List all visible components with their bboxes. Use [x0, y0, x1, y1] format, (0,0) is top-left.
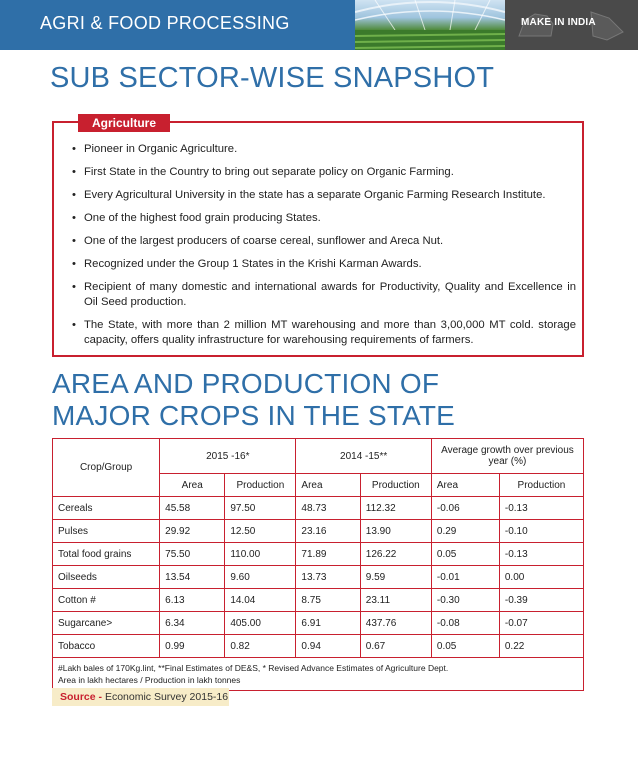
table-cell: 0.05	[431, 543, 499, 566]
table-row	[53, 543, 584, 566]
agriculture-bullet-list	[72, 142, 576, 356]
table-cell: 0.67	[360, 635, 431, 658]
table-cell: 6.34	[160, 612, 225, 635]
table-cell: 23.16	[296, 520, 360, 543]
table-cell: 110.00	[225, 543, 296, 566]
table-cell: 0.94	[296, 635, 360, 658]
table-cell: 0.22	[499, 635, 583, 658]
table-cell: 13.73	[296, 566, 360, 589]
crops-table-container	[52, 438, 584, 691]
greenhouse-image	[355, 0, 505, 50]
source-text: Economic Survey 2015-16	[104, 691, 229, 703]
subheader-area: Area	[160, 474, 225, 497]
table-cell: 23.11	[360, 589, 431, 612]
bullet-item: • Recipient of many domestic and international awards for Productivity, Quality and Excellence in Oil Seed production.	[72, 280, 576, 310]
table-cell: -0.10	[499, 520, 583, 543]
bullet-item: • The State, with more than 2 million MT warehousing and more than 3,00,000 MT cold. storage capacity, offers quality infrastructure for warehousing requirements of farmers.	[72, 318, 576, 348]
bullet-item: • First State in the Country to bring out separate policy on Organic Farming.	[72, 165, 576, 180]
bullet-item: • Every Agricultural University in the state has a separate Organic Farming Research Institute.	[72, 188, 576, 203]
table-cell: 112.32	[360, 497, 431, 520]
table-note	[53, 658, 584, 691]
table-note-row	[53, 658, 584, 691]
subheader-production: Production	[360, 474, 431, 497]
header-2015-16: 2015 -16*	[160, 439, 296, 474]
bullet-item: • One of the largest producers of coarse cereal, sunflower and Areca Nut.	[72, 234, 576, 249]
table-header-row	[53, 439, 584, 474]
table-row	[53, 497, 584, 520]
table-cell: Sugarcane>	[53, 612, 160, 635]
table-cell: 0.00	[499, 566, 583, 589]
section-title: AGRI & FOOD PROCESSING	[40, 13, 290, 33]
table-cell: -0.06	[431, 497, 499, 520]
header-average-growth: Average growth over previous year (%)	[431, 439, 583, 474]
table-cell: 6.91	[296, 612, 360, 635]
table-row	[53, 612, 584, 635]
table-cell: -0.39	[499, 589, 583, 612]
table-cell: 126.22	[360, 543, 431, 566]
table-note-line2: Area in lakh hectares / Production in lakh tonnes	[58, 675, 241, 685]
table-cell: 0.99	[160, 635, 225, 658]
subheader-area: Area	[296, 474, 360, 497]
table-row	[53, 520, 584, 543]
table-cell: 0.29	[431, 520, 499, 543]
table-cell: -0.30	[431, 589, 499, 612]
table-row	[53, 635, 584, 658]
table-cell: -0.08	[431, 612, 499, 635]
bullet-item: • Pioneer in Organic Agriculture.	[72, 142, 576, 157]
subheader-production: Production	[225, 474, 296, 497]
logo-text: MAKE IN INDIA	[521, 17, 596, 28]
table-row	[53, 589, 584, 612]
table-note-line1: #Lakh bales of 170Kg.lint, **Final Estimates of DE&S, * Revised Advance Estimates of Agriculture Dept.	[58, 663, 449, 673]
crops-title-line2: MAJOR CROPS IN THE STATE	[52, 400, 456, 431]
table-cell: 14.04	[225, 589, 296, 612]
table-cell: Oilseeds	[53, 566, 160, 589]
table-cell: Tobacco	[53, 635, 160, 658]
crops-section-title	[52, 368, 455, 432]
table-cell: 0.82	[225, 635, 296, 658]
table-cell: 13.54	[160, 566, 225, 589]
table-cell: 405.00	[225, 612, 296, 635]
table-cell: 6.13	[160, 589, 225, 612]
table-cell: 48.73	[296, 497, 360, 520]
greenhouse-photo	[355, 0, 505, 50]
table-cell: 45.58	[160, 497, 225, 520]
make-in-india-logo	[505, 0, 638, 50]
subheader-area: Area	[431, 474, 499, 497]
table-cell: -0.13	[499, 543, 583, 566]
table-cell: 71.89	[296, 543, 360, 566]
table-cell: 97.50	[225, 497, 296, 520]
table-cell: 0.05	[431, 635, 499, 658]
table-cell: 9.60	[225, 566, 296, 589]
subheader-production: Production	[499, 474, 583, 497]
source-label: Source -	[60, 691, 103, 703]
table-cell: Cotton #	[53, 589, 160, 612]
agriculture-tab-label: Agriculture	[78, 114, 170, 132]
table-cell: 75.50	[160, 543, 225, 566]
table-cell: Cereals	[53, 497, 160, 520]
table-cell: 13.90	[360, 520, 431, 543]
header-crop-group: Crop/Group	[53, 439, 160, 497]
source-box	[52, 688, 229, 706]
table-cell: -0.01	[431, 566, 499, 589]
table-cell: 9.59	[360, 566, 431, 589]
bullet-item: • Recognized under the Group 1 States in the Krishi Karman Awards.	[72, 257, 576, 272]
crops-table	[52, 438, 584, 691]
page-title: SUB SECTOR-WISE SNAPSHOT	[50, 62, 495, 94]
table-cell: -0.07	[499, 612, 583, 635]
header-2014-15: 2014 -15**	[296, 439, 431, 474]
table-cell: 8.75	[296, 589, 360, 612]
table-row	[53, 566, 584, 589]
table-cell: -0.13	[499, 497, 583, 520]
bullet-item: • One of the highest food grain producing States.	[72, 211, 576, 226]
table-cell: Total food grains	[53, 543, 160, 566]
table-cell: 437.76	[360, 612, 431, 635]
crops-title-line1: AREA AND PRODUCTION OF	[52, 368, 440, 399]
table-cell: Pulses	[53, 520, 160, 543]
table-cell: 12.50	[225, 520, 296, 543]
table-cell: 29.92	[160, 520, 225, 543]
